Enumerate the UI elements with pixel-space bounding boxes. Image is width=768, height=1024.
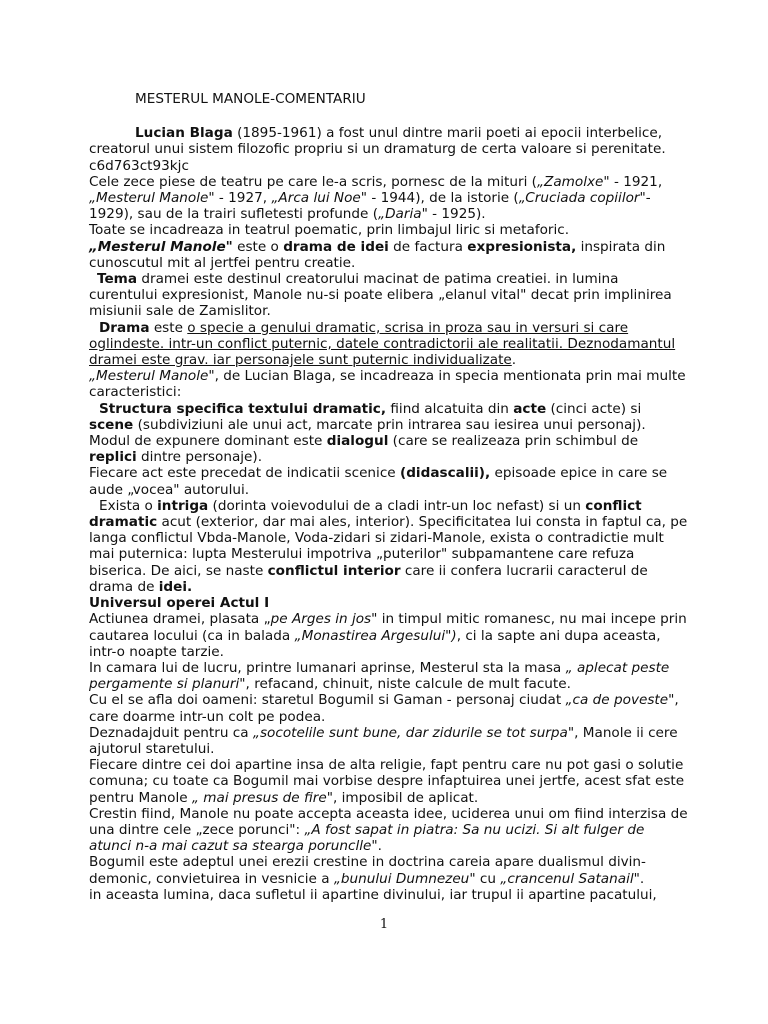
text-run: intriga: [157, 497, 209, 514]
paragraph: [89, 271, 689, 320]
text-run: " in timpul mitic romanesc, nu mai incepe prin cautarea locului (ca in balada: [89, 611, 687, 644]
text-run: Fiecare act este precedat de indicatii scenice: [89, 465, 400, 482]
paragraph: [89, 757, 689, 806]
paragraph: [89, 806, 689, 855]
text-run: idei.: [158, 578, 193, 595]
paragraph: [89, 465, 689, 497]
text-run: ", Manole ii cere ajutorul staretului.: [89, 724, 678, 757]
text-run: " cu: [469, 870, 501, 887]
text-run: drama de idei: [283, 238, 389, 255]
paragraph: [89, 854, 689, 886]
page-number: 1: [379, 917, 389, 932]
text-run: Drama: [99, 319, 150, 336]
text-run: acte: [513, 400, 547, 417]
text-run: „Daria: [378, 206, 422, 223]
text-run: [89, 239, 233, 255]
text-run: acut (exterior, dar mai ales, interior). Specificitatea lui consta in faptul ca, pe langa conflictul Vbda-Manole, Voda-zidari si zidari-Manole, exista o contradictie mult mai puternica: lupta Mesterului impotriva „puterilor" subpamantene care refuza biserica. De aici, se naste: [89, 514, 688, 579]
text-run: „Monastirea Argesului"): [294, 627, 457, 644]
paragraph: [89, 158, 689, 174]
text-run: expresionista,: [467, 238, 577, 255]
text-run: inspirata din cunoscutul mit al jertfei pentru creatie.: [89, 238, 666, 271]
paragraph-list: [89, 125, 689, 903]
text-run: (1895-1961) a fost unul dintre marii poeti ai epocii interbelice, creatorul unui sistem filozofic propriu si un dramaturg de certa valoare si perenitate.: [89, 125, 666, 158]
paragraph: [89, 433, 689, 465]
text-run: Crestin fiind, Manole nu poate accepta aceasta idee, uciderea unui om fiind interzisa de una dintre cele „zece porunci":: [89, 805, 688, 838]
paragraph: [89, 320, 689, 369]
text-run: „Arca lui Noe: [271, 190, 361, 207]
document-body: [89, 91, 689, 903]
text-run: „Mesterul Manole": [89, 238, 233, 255]
paragraph: [89, 239, 689, 271]
text-run: scene: [89, 416, 134, 433]
text-run: Modul de expunere dominant este: [89, 433, 327, 450]
text-run: Tema: [97, 271, 138, 288]
text-run: conflict dramatic: [89, 497, 642, 531]
text-run: fiind alcatuita din: [386, 400, 514, 417]
paragraph: [89, 660, 689, 692]
paragraph: [89, 887, 689, 903]
text-run: ", de Lucian Blaga, se incadreaza in specia mentionata prin mai multe caracteristici:: [89, 368, 686, 401]
text-run: dramei este destinul creatorului macinat de patima creatiei. in lumina curentului expresionist, Manole nu-si poate elibera „elanul vital" decat prin implinirea misiunii sale de Zamislitor.: [89, 271, 672, 320]
text-run: (dorinta voievodului de a cladi intr-un loc nefast) si un: [208, 497, 586, 514]
paragraph: [89, 692, 689, 724]
text-run: „socotelile sunt bune, dar zidurile se tot surpa: [252, 724, 568, 741]
text-run: de factura: [388, 238, 468, 255]
text-run: Fiecare dintre cei doi apartine insa de alta religie, fapt pentru care nu pot gasi o solutie comuna; cu toate ca Bogumil mai vorbise despre infaptuirea unei jertfe, acest sfat este pentru Manole: [89, 757, 685, 806]
text-run: este o: [232, 238, 284, 255]
text-run: Actiunea dramei, plasata „: [89, 611, 271, 628]
text-run: „Mesterul Manole: [89, 190, 209, 207]
text-run: „crancenul Satanail: [500, 870, 634, 887]
text-run: episoade epice in care se aude „vocea" autorului.: [89, 465, 668, 498]
paragraph: [89, 595, 689, 611]
text-run: Cu el se afla doi oameni: staretul Bogumil si Gaman - personaj ciudat: [89, 692, 566, 709]
text-run: ", imposibil de aplicat.: [326, 789, 479, 806]
text-run: Exista o: [99, 497, 158, 514]
text-run: „Cruciada copiilor: [518, 190, 640, 207]
text-run: " - 1921,: [603, 173, 663, 190]
text-run: replici: [89, 449, 137, 466]
paragraph: [89, 498, 689, 595]
text-run: Deznadajduit pentru ca: [89, 724, 253, 741]
text-run: " - 1925).: [421, 206, 486, 223]
text-run: ", refacand, chinuit, niste calcule de mult facute.: [239, 676, 571, 693]
text-run: c6d763ct93kjc: [89, 157, 189, 174]
text-run: ".: [371, 838, 382, 855]
text-run: Lucian Blaga: [135, 125, 233, 142]
paragraph: [89, 725, 689, 757]
paragraph: [89, 368, 689, 400]
text-run: dintre personaje).: [136, 449, 263, 466]
text-run: Cele zece piese de teatru pe care le-a scris, pornesc de la mituri (: [89, 173, 537, 190]
text-run: Universul operei Actul I: [89, 595, 270, 612]
text-run: conflictul interior: [267, 562, 401, 579]
text-run: „bunului Dumnezeu: [333, 870, 470, 887]
text-run: " - 1927,: [208, 190, 272, 207]
text-run: Toate se incadreaza in teatrul poematic, prin limbajul liric si metaforic.: [89, 222, 570, 239]
paragraph: [89, 611, 689, 660]
text-run: dialogul: [326, 433, 389, 450]
text-run: Structura specifica textului dramatic,: [99, 400, 387, 417]
text-run: In camara lui de lucru, printre lumanari aprinse, Mesterul sta la masa: [89, 659, 566, 676]
paragraph: [89, 174, 689, 223]
text-run: (subdiviziuni ale unui act, marcate prin intrarea sau iesirea unui personaj).: [133, 416, 646, 433]
text-run: „Zamolxe: [536, 173, 604, 190]
text-run: " - 1944), de la istorie (: [360, 190, 519, 207]
text-run: „ca de poveste: [565, 692, 669, 709]
text-run: o specie a genului dramatic, scrisa in proza sau in versuri si care oglindeste. intr-un conflict puternic, datele contradictorii ale realitatii. Deznodamantul dramei este grav. iar personajele sunt puternic individualizate: [89, 319, 676, 369]
text-run: (care se realizeaza prin schimbul de: [388, 433, 639, 450]
paragraph: [89, 401, 689, 433]
text-run: "- 1929), sau de la trairi sufletesti profunde (: [89, 190, 651, 223]
paragraph: [89, 125, 689, 157]
text-run: este: [149, 319, 188, 336]
text-run: „ mai presus de fire: [191, 789, 327, 806]
text-run: (didascalii),: [399, 465, 491, 482]
text-run: pe Arges in jos: [270, 611, 372, 628]
text-run: ".: [633, 870, 645, 887]
text-run: , ci la sapte ani dupa aceasta, intr-o noapte tarzie.: [89, 627, 661, 660]
text-run: .: [511, 352, 517, 369]
text-run: ", care doarme intr-un colt pe podea.: [89, 692, 679, 725]
text-run: care ii confera lucrarii caracterul de drama de: [89, 562, 648, 595]
text-run: „ aplecat peste pergamente si planuri: [89, 659, 670, 693]
paragraph: [89, 222, 689, 238]
text-run: in aceasta lumina, daca sufletul ii apartine divinului, iar trupul ii apartine pacatului,: [89, 886, 657, 903]
text-run: Bogumil este adeptul unei erezii crestine in doctrina careia apare dualismul divin-demonic, convietuirea in vesnicie a: [89, 854, 646, 887]
document-title: MESTERUL MANOLE-COMENTARIU: [135, 91, 366, 107]
text-run: (cinci acte) si: [546, 400, 642, 417]
text-run: „Mesterul Manole: [89, 368, 209, 385]
text-run: „A fost sapat in piatra: Sa nu ucizi. Si alt fulger de atunci n-a mai cazut sa stearga porunclle: [89, 821, 645, 855]
